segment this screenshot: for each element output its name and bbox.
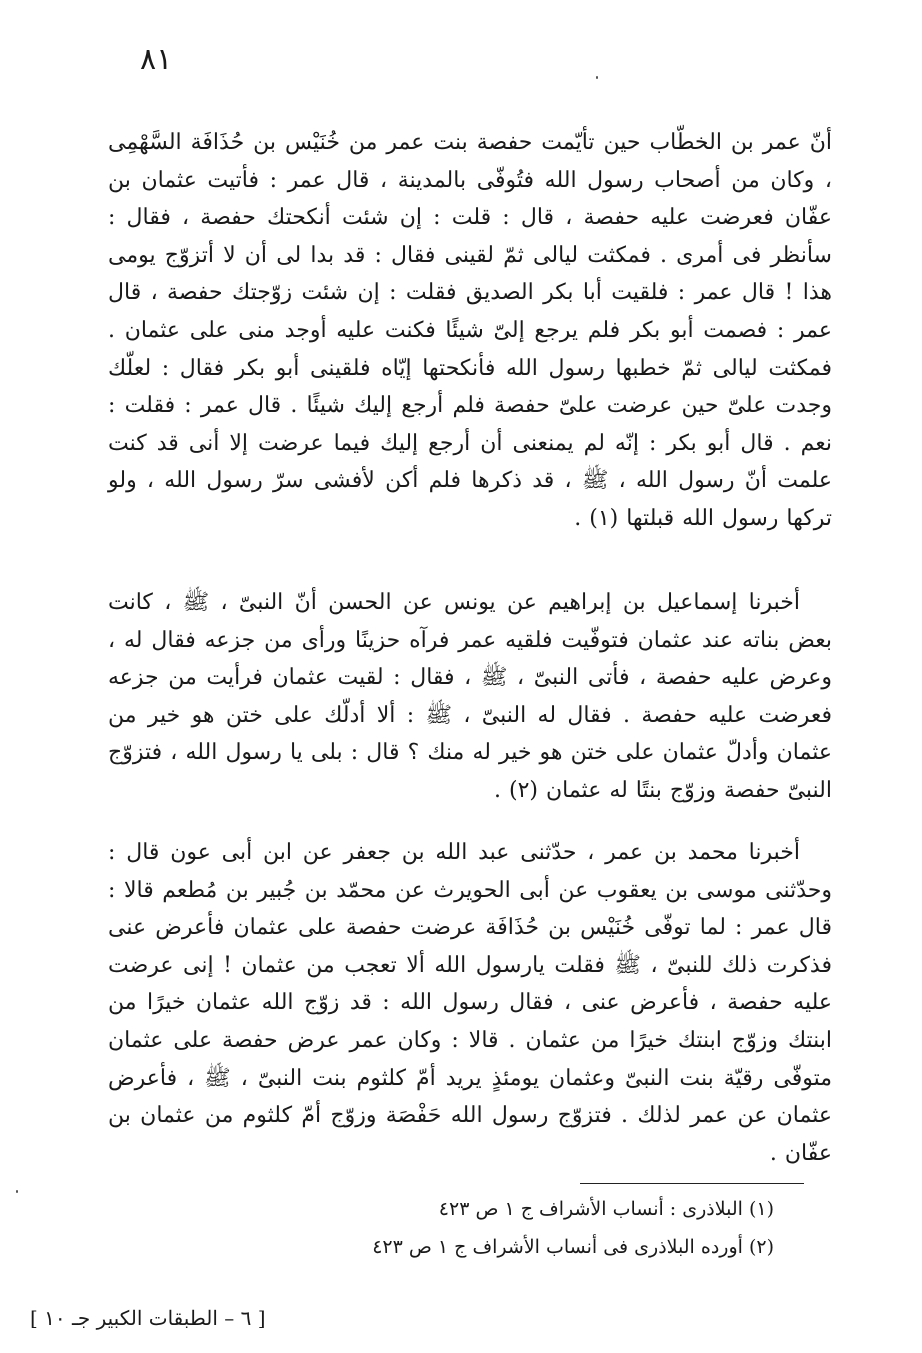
paragraph-1 [108,124,832,538]
paragraph-2 [108,584,832,810]
paragraph-text: أخبرنا محمد بن عمر ، حدّثنى عبد الله بن جعفر عن ابن أبى عون قال : وحدّثنى موسى بن يعقوب عن أبى الحويرث عن محمّد بن جُبير بن مُطعم قالا : قال عمر : لما توفّى خُنَيْس بن حُذَافَة عرضت حفصة على عثمان فأعرض عنى فذكرت ذلك للنبىّ ، ﷺ فقلت يارسول الله ألا تعجب من عثمان ! إنى عرضت عليه حفصة ، فأعرض عنى ، فقال رسول الله : قد زوّج الله عثمان خيرًا من ابنتك وزوّج ابنتك خيرًا من عثمان . قالا : وكان عمر عرض حفصة على عثمان متوفّى رقيّة بنت النبىّ وعثمان يومئذٍ يريد أمّ كلثوم بنت النبىّ ، ﷺ ، فأعرض عثمان عن عمر لذلك . فتزوّج رسول الله حَفْصَة وزوّج أمّ كلثوم من عثمان بن عفّان . [108,840,832,1166]
footnotes [254,1190,774,1266]
paragraph-text: أنّ عمر بن الخطّاب حين تأيّمت حفصة بنت عمر من خُنَيْس بن حُذَافَة السَّهْمِى ، وكان من أصحاب رسول الله فتُوفّى بالمدينة ، قال عمر : فأتيت عثمان بن عفّان فعرضت عليه حفصة ، قال : قلت : إن شئت أنكحتك حفصة ، فقال : سأنظر فى أمرى . فمكثت ليالى ثمّ لقينى فقال : قد بدا لى أن لا أتزوّج يومى هذا ! قال عمر : فلقيت أبا بكر الصديق فقلت : إن شئت زوّجتك حفصة ، قال عمر : فصمت أبو بكر فلم يرجع إلىّ شيئًا فكنت عليه أوجد منى على عثمان . فمكثت ليالى ثمّ خطبها رسول الله فأنكحتها إيّاه فلقينى أبو بكر فقال : لعلّك وجدت علىّ حين عرضت علىّ حفصة فلم أرجع إليك شيئًا . قال عمر : فقلت : نعم . قال أبو بكر : إنّه لم يمنعنى أن أرجع إليك فيما عرضت إلا أنى قد كنت علمت أنّ رسول الله ، ﷺ ، قد ذكرها فلم أكن لأفشى سرّ رسول الله ، ولو تركها رسول الله قبلتها (١) . [108,130,832,531]
paragraph-text: أخبرنا إسماعيل بن إبراهيم عن يونس عن الحسن أنّ النبىّ ، ﷺ ، كانت بعض بناته عند عثمان فتوفّيت فلقيه عمر فرآه حزينًا ورأى من جزعه فقال له ، وعرض عليه حفصة ، فأتى النبىّ ، ﷺ ، فقال : لقيت عثمان فرأيت من جزعه فعرضت عليه حفصة . فقال له النبىّ ، ﷺ : ألا أدلّك على ختن هو خير من عثمان وأدلّ عثمان على ختن هو خير له منك ؟ قال : بلى يا رسول الله ، فتزوّج النبىّ حفصة وزوّج بنتًا له عثمان (٢) . [108,590,832,803]
paragraph-3 [108,834,832,1172]
footnote-2: (٢) أورده البلاذرى فى أنساب الأشراف ج ١ ص ٤٢٣ [372,1236,774,1258]
scan-speck [596,76,598,79]
scan-speck [16,1190,18,1193]
page-number: ٨١ [140,42,173,77]
footnote-divider [580,1183,804,1184]
footnote-1: (١) البلاذرى : أنساب الأشراف ج ١ ص ٤٢٣ [438,1198,774,1220]
book-signature: [ ٦ – الطبقات الكبير جـ ١٠ ] [30,1306,266,1330]
